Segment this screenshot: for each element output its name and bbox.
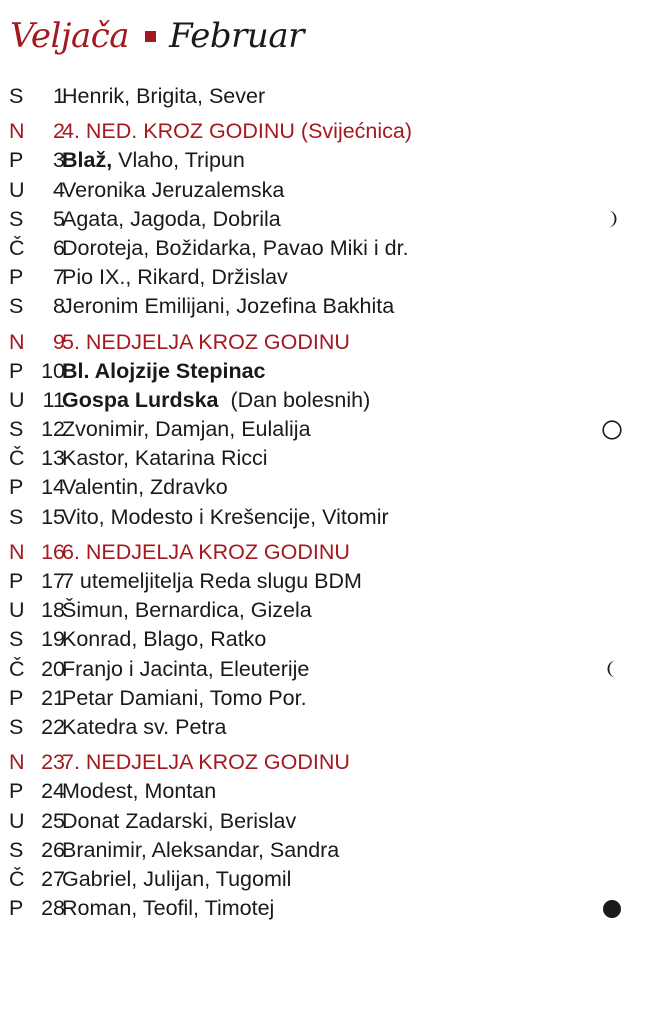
day-row <box>9 567 659 596</box>
sunday-row <box>9 328 659 357</box>
day-row <box>9 894 659 923</box>
day-row <box>9 655 659 684</box>
day-row <box>9 146 659 175</box>
weekday-letter: N <box>9 750 25 775</box>
saints-names <box>62 503 389 532</box>
saints-names <box>62 625 266 654</box>
day-row <box>9 415 659 444</box>
sunday-row <box>9 117 659 146</box>
day-row <box>9 386 659 415</box>
day-number: 15 <box>41 504 65 529</box>
day-number: 28 <box>41 896 65 921</box>
saints-text: Franjo i Jacinta, Eleuterije <box>62 656 310 681</box>
day-row <box>9 82 659 111</box>
saints-names <box>62 176 284 205</box>
day-number: 7 <box>53 265 65 290</box>
saints-text: Pio IX., Rikard, Držislav <box>62 265 288 290</box>
saints-text: 7 utemeljitelja Reda slugu BDM <box>62 569 362 593</box>
weekday-letter: P <box>9 148 24 173</box>
weekday-letter: U <box>9 808 25 833</box>
day-number: 8 <box>53 294 65 319</box>
saints-names <box>62 357 266 386</box>
weekday-letter: P <box>9 475 24 500</box>
day-number: 17 <box>41 569 65 593</box>
feast-highlight: Blaž, <box>62 148 113 173</box>
first-quarter-icon <box>601 205 623 234</box>
saints-names <box>62 205 281 234</box>
day-number: 21 <box>41 685 65 710</box>
saints-text: Agata, Jagoda, Dobrila <box>62 206 281 231</box>
saints-names <box>62 538 350 567</box>
day-number: 9 <box>53 329 65 354</box>
saints-names <box>62 567 362 596</box>
weekday-letter: P <box>9 358 24 383</box>
weekday-letter: S <box>9 294 24 319</box>
weekday-letter: S <box>9 206 24 231</box>
day-number: 18 <box>41 598 65 623</box>
saints-names <box>62 596 312 625</box>
saints-text: Branimir, Aleksandar, Sandra <box>62 837 340 862</box>
saints-names <box>62 234 409 263</box>
feast-highlight: Gospa Lurdska <box>62 387 219 412</box>
day-row <box>9 205 659 234</box>
day-row <box>9 176 659 205</box>
saints-text: 6. NEDJELJA KROZ GODINU <box>62 539 350 564</box>
day-row <box>9 836 659 865</box>
full-moon-icon <box>601 415 623 444</box>
saints-text: Šimun, Bernardica, Gizela <box>62 598 312 623</box>
saints-text: Jeronim Emilijani, Jozefina Bakhita <box>62 294 395 319</box>
saints-text: Petar Damiani, Tomo Por. <box>62 685 307 710</box>
saints-text: Vlaho, Tripun <box>112 148 245 173</box>
new-moon-icon <box>601 894 623 923</box>
day-number: 12 <box>41 417 65 442</box>
saints-names <box>62 117 412 146</box>
weekday-letter: U <box>9 387 25 412</box>
saints-names <box>62 263 288 292</box>
day-number: 24 <box>41 779 65 804</box>
saints-names <box>62 684 307 713</box>
saints-names <box>62 713 227 742</box>
day-number: 19 <box>41 627 65 652</box>
day-number: 20 <box>41 656 65 681</box>
day-row <box>9 865 659 894</box>
day-number: 6 <box>53 235 65 260</box>
saints-names <box>62 473 228 502</box>
saints-names <box>62 777 216 806</box>
day-number: 11 <box>42 387 65 412</box>
month-header <box>10 10 304 62</box>
saints-names <box>62 146 245 175</box>
day-number: 4 <box>53 177 65 202</box>
day-row <box>9 503 659 532</box>
sunday-row <box>9 538 659 567</box>
weekday-letter: U <box>9 177 25 202</box>
saints-text: Doroteja, Božidarka, Pavao Miki i dr. <box>62 235 409 260</box>
saints-text: Kastor, Katarina Ricci <box>62 446 268 471</box>
sunday-row <box>9 748 659 777</box>
saints-text: 4. NED. KROZ GODINU (Svijećnica) <box>62 119 413 144</box>
weekday-letter: Č <box>9 656 25 681</box>
weekday-letter: S <box>9 504 24 529</box>
weekday-letter: S <box>9 714 24 739</box>
weekday-letter: Č <box>9 866 25 891</box>
day-number: 16 <box>41 539 65 564</box>
saints-text: Donat Zadarski, Berislav <box>62 808 297 833</box>
day-row <box>9 777 659 806</box>
day-number: 26 <box>41 837 65 862</box>
weekday-letter: U <box>9 598 25 623</box>
day-number: 10 <box>41 358 65 383</box>
day-number: 27 <box>41 866 65 891</box>
weekday-letter: S <box>9 837 24 862</box>
saints-names <box>62 655 309 684</box>
day-number: 2 <box>53 119 65 144</box>
saints-text: Konrad, Blago, Ratko <box>62 627 267 652</box>
month-title-croatian: Veljača <box>10 16 130 56</box>
weekday-letter: P <box>9 779 24 804</box>
title-separator-square <box>145 31 156 42</box>
saints-names <box>62 444 268 473</box>
last-quarter-icon <box>601 655 623 684</box>
saints-names <box>62 748 350 777</box>
day-row <box>9 807 659 836</box>
weekday-letter: S <box>9 627 24 652</box>
calendar-day-list <box>9 82 659 923</box>
weekday-letter: N <box>9 329 25 354</box>
weekday-letter: P <box>9 569 24 593</box>
day-number: 23 <box>41 750 65 775</box>
day-row <box>9 625 659 654</box>
saints-text: Henrik, Brigita, Sever <box>62 84 266 108</box>
day-number: 22 <box>41 714 65 739</box>
saints-names <box>62 328 350 357</box>
saints-text: Roman, Teofil, Timotej <box>62 896 275 921</box>
saints-text: Veronika Jeruzalemska <box>62 177 285 202</box>
day-number: 5 <box>53 206 65 231</box>
weekday-letter: Č <box>9 235 25 260</box>
day-number: 1 <box>53 84 65 108</box>
day-row <box>9 713 659 742</box>
day-row <box>9 292 659 321</box>
saints-text: Vito, Modesto i Krešencije, Vitomir <box>62 504 389 529</box>
saints-names <box>62 836 339 865</box>
saints-names <box>62 292 394 321</box>
saints-text: Modest, Montan <box>62 779 217 804</box>
day-row <box>9 444 659 473</box>
saints-names <box>62 865 291 894</box>
saints-text: Zvonimir, Damjan, Eulalija <box>62 417 311 442</box>
day-row <box>9 234 659 263</box>
weekday-letter: Č <box>9 446 25 471</box>
saints-names <box>62 415 311 444</box>
weekday-letter: S <box>9 417 24 442</box>
saints-text: Gabriel, Julijan, Tugomil <box>62 866 292 891</box>
saints-text: (Dan bolesnih) <box>218 387 371 412</box>
saints-names <box>62 386 370 415</box>
weekday-letter: N <box>9 539 25 564</box>
day-number: 3 <box>53 148 65 173</box>
saints-text: 7. NEDJELJA KROZ GODINU <box>62 750 350 775</box>
saints-text: Katedra sv. Petra <box>62 714 227 739</box>
weekday-letter: P <box>9 896 24 921</box>
saints-names <box>62 894 274 923</box>
saints-names <box>62 82 265 111</box>
day-row <box>9 473 659 502</box>
weekday-letter: S <box>9 84 24 108</box>
day-number: 14 <box>41 475 65 500</box>
weekday-letter: P <box>9 265 24 290</box>
weekday-letter: P <box>9 685 24 710</box>
day-row <box>9 357 659 386</box>
month-title-german: Februar <box>169 16 304 56</box>
day-row <box>9 596 659 625</box>
weekday-letter: N <box>9 119 25 144</box>
day-number: 13 <box>41 446 65 471</box>
day-row <box>9 263 659 292</box>
feast-highlight: Bl. Alojzije Stepinac <box>62 358 266 383</box>
day-number: 25 <box>41 808 65 833</box>
day-row <box>9 684 659 713</box>
saints-names <box>62 807 296 836</box>
saints-text: Valentin, Zdravko <box>62 475 228 500</box>
saints-text: 5. NEDJELJA KROZ GODINU <box>62 329 350 354</box>
